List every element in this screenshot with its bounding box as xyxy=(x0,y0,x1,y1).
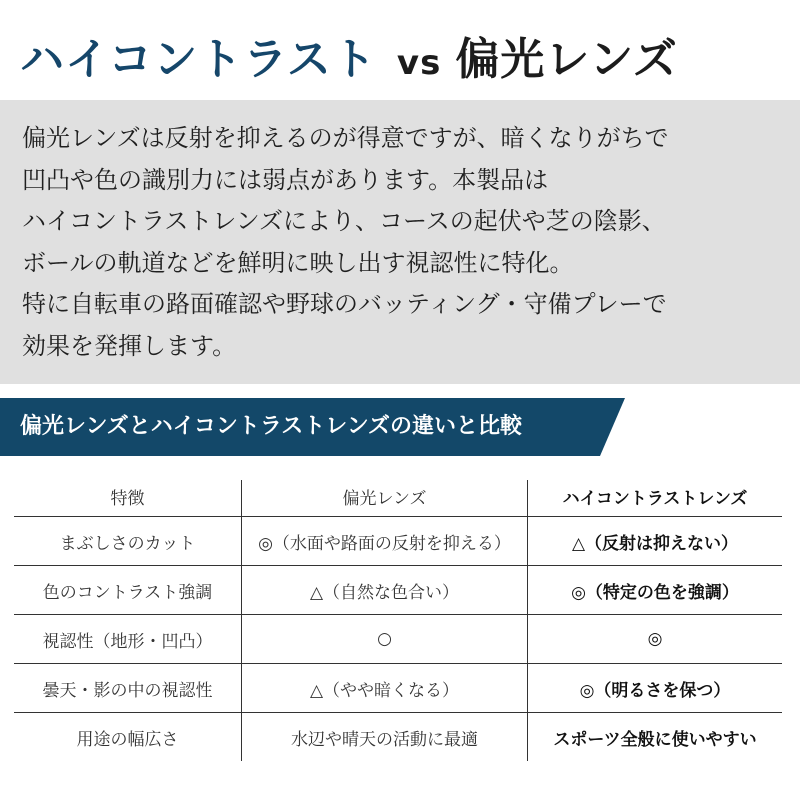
table-cell-polarized: ○ xyxy=(242,615,528,663)
page-title xyxy=(20,32,678,91)
title-vs: vs xyxy=(396,43,442,83)
title-bar xyxy=(0,0,800,100)
table-row xyxy=(14,615,782,664)
table-cell-polarized: 水辺や晴天の活動に最適 xyxy=(242,713,528,761)
title-polarized: 偏光レンズ xyxy=(455,34,678,85)
table-cell-highcontrast: ◎（明るさを保つ） xyxy=(579,680,731,701)
description-line: 凹凸や色の識別力には弱点があります。本製品は xyxy=(22,165,549,194)
table-row xyxy=(14,713,782,761)
table-cell-highcontrast: スポーツ全般に使いやすい xyxy=(553,729,757,750)
table-row xyxy=(14,566,782,615)
table-header-polarized: 偏光レンズ xyxy=(242,480,528,516)
table-cell-polarized: △（自然な色合い） xyxy=(242,566,528,614)
table-cell-feature: 視認性（地形・凹凸） xyxy=(14,615,242,663)
table-cell-polarized: △（やや暗くなる） xyxy=(242,664,528,712)
description-line: 特に自転車の路面確認や野球のバッティング・守備プレーで xyxy=(22,290,667,318)
description-line: 偏光レンズは反射を抑えるのが得意ですが、暗くなりがちで xyxy=(22,124,669,152)
table-cell-highcontrast: △（反射は抑えない） xyxy=(571,533,739,554)
table-header-highcontrast: ハイコントラストレンズ xyxy=(562,489,748,509)
description-line: ボールの軌道などを鮮明に映し出す視認性に特化。 xyxy=(22,248,574,277)
table-cell-highcontrast: ◎（特定の色を強調） xyxy=(571,582,739,603)
description-text xyxy=(22,118,668,367)
table-cell-highcontrast: ◎ xyxy=(647,629,663,649)
table-row xyxy=(14,664,782,713)
description-line: 効果を発揮します。 xyxy=(22,331,237,360)
table-cell-feature: まぶしさのカット xyxy=(14,517,242,565)
comparison-table xyxy=(14,480,782,761)
table-cell-feature: 色のコントラスト強調 xyxy=(14,566,242,614)
section-banner-title: 偏光レンズとハイコントラストレンズの違いと比較 xyxy=(20,414,523,439)
table-header-row xyxy=(14,480,782,517)
table-cell-polarized: ◎（水面や路面の反射を抑える） xyxy=(242,517,528,565)
title-highcontrast: ハイコントラスト xyxy=(20,34,377,85)
description-line: ハイコントラストレンズにより、コースの起伏や芝の陰影、 xyxy=(22,207,666,235)
description-panel xyxy=(0,100,800,384)
table-cell-feature: 曇天・影の中の視認性 xyxy=(14,664,242,712)
table-cell-feature: 用途の幅広さ xyxy=(14,713,242,761)
table-row xyxy=(14,517,782,566)
table-header-feature: 特徴 xyxy=(14,480,242,516)
